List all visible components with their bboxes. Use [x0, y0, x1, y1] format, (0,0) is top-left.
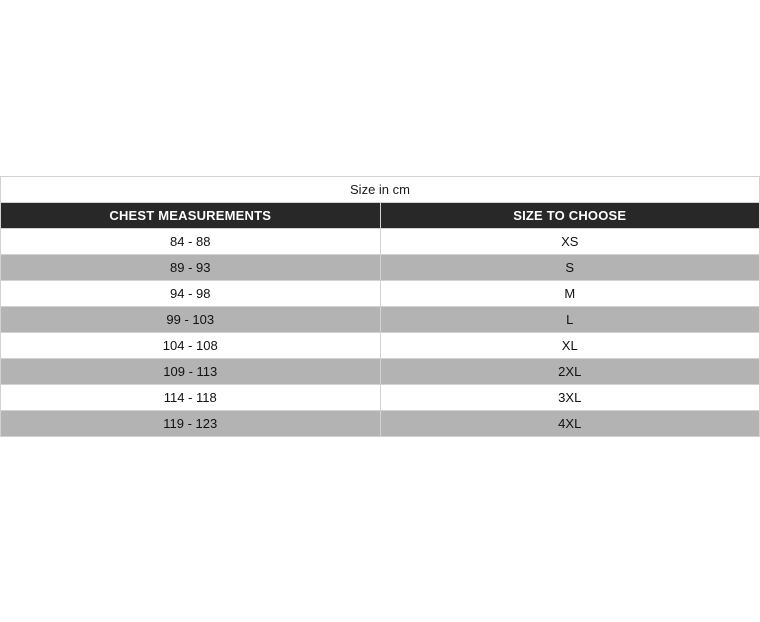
table-row: [1, 359, 760, 385]
cell-size: 3XL: [380, 385, 760, 411]
table-row: [1, 229, 760, 255]
cell-size: XS: [380, 229, 760, 255]
table-header-row: [1, 203, 760, 229]
cell-size: 2XL: [380, 359, 760, 385]
cell-size: S: [380, 255, 760, 281]
cell-chest: 99 - 103: [1, 307, 381, 333]
size-chart-table: [0, 176, 760, 437]
cell-size: 4XL: [380, 411, 760, 437]
table-row: [1, 307, 760, 333]
cell-chest: 84 - 88: [1, 229, 381, 255]
size-chart-container: [0, 176, 760, 437]
cell-chest: 119 - 123: [1, 411, 381, 437]
cell-chest: 109 - 113: [1, 359, 381, 385]
cell-size: L: [380, 307, 760, 333]
column-header-chest: CHEST MEASUREMENTS: [1, 203, 381, 229]
cell-chest: 94 - 98: [1, 281, 381, 307]
table-row: [1, 385, 760, 411]
cell-size: M: [380, 281, 760, 307]
table-row: [1, 281, 760, 307]
column-header-size: SIZE TO CHOOSE: [380, 203, 760, 229]
cell-chest: 89 - 93: [1, 255, 381, 281]
table-row: [1, 333, 760, 359]
cell-size: XL: [380, 333, 760, 359]
cell-chest: 104 - 108: [1, 333, 381, 359]
cell-chest: 114 - 118: [1, 385, 381, 411]
table-row: [1, 411, 760, 437]
table-row: [1, 255, 760, 281]
table-caption: Size in cm: [1, 177, 760, 203]
table-caption-row: [1, 177, 760, 203]
